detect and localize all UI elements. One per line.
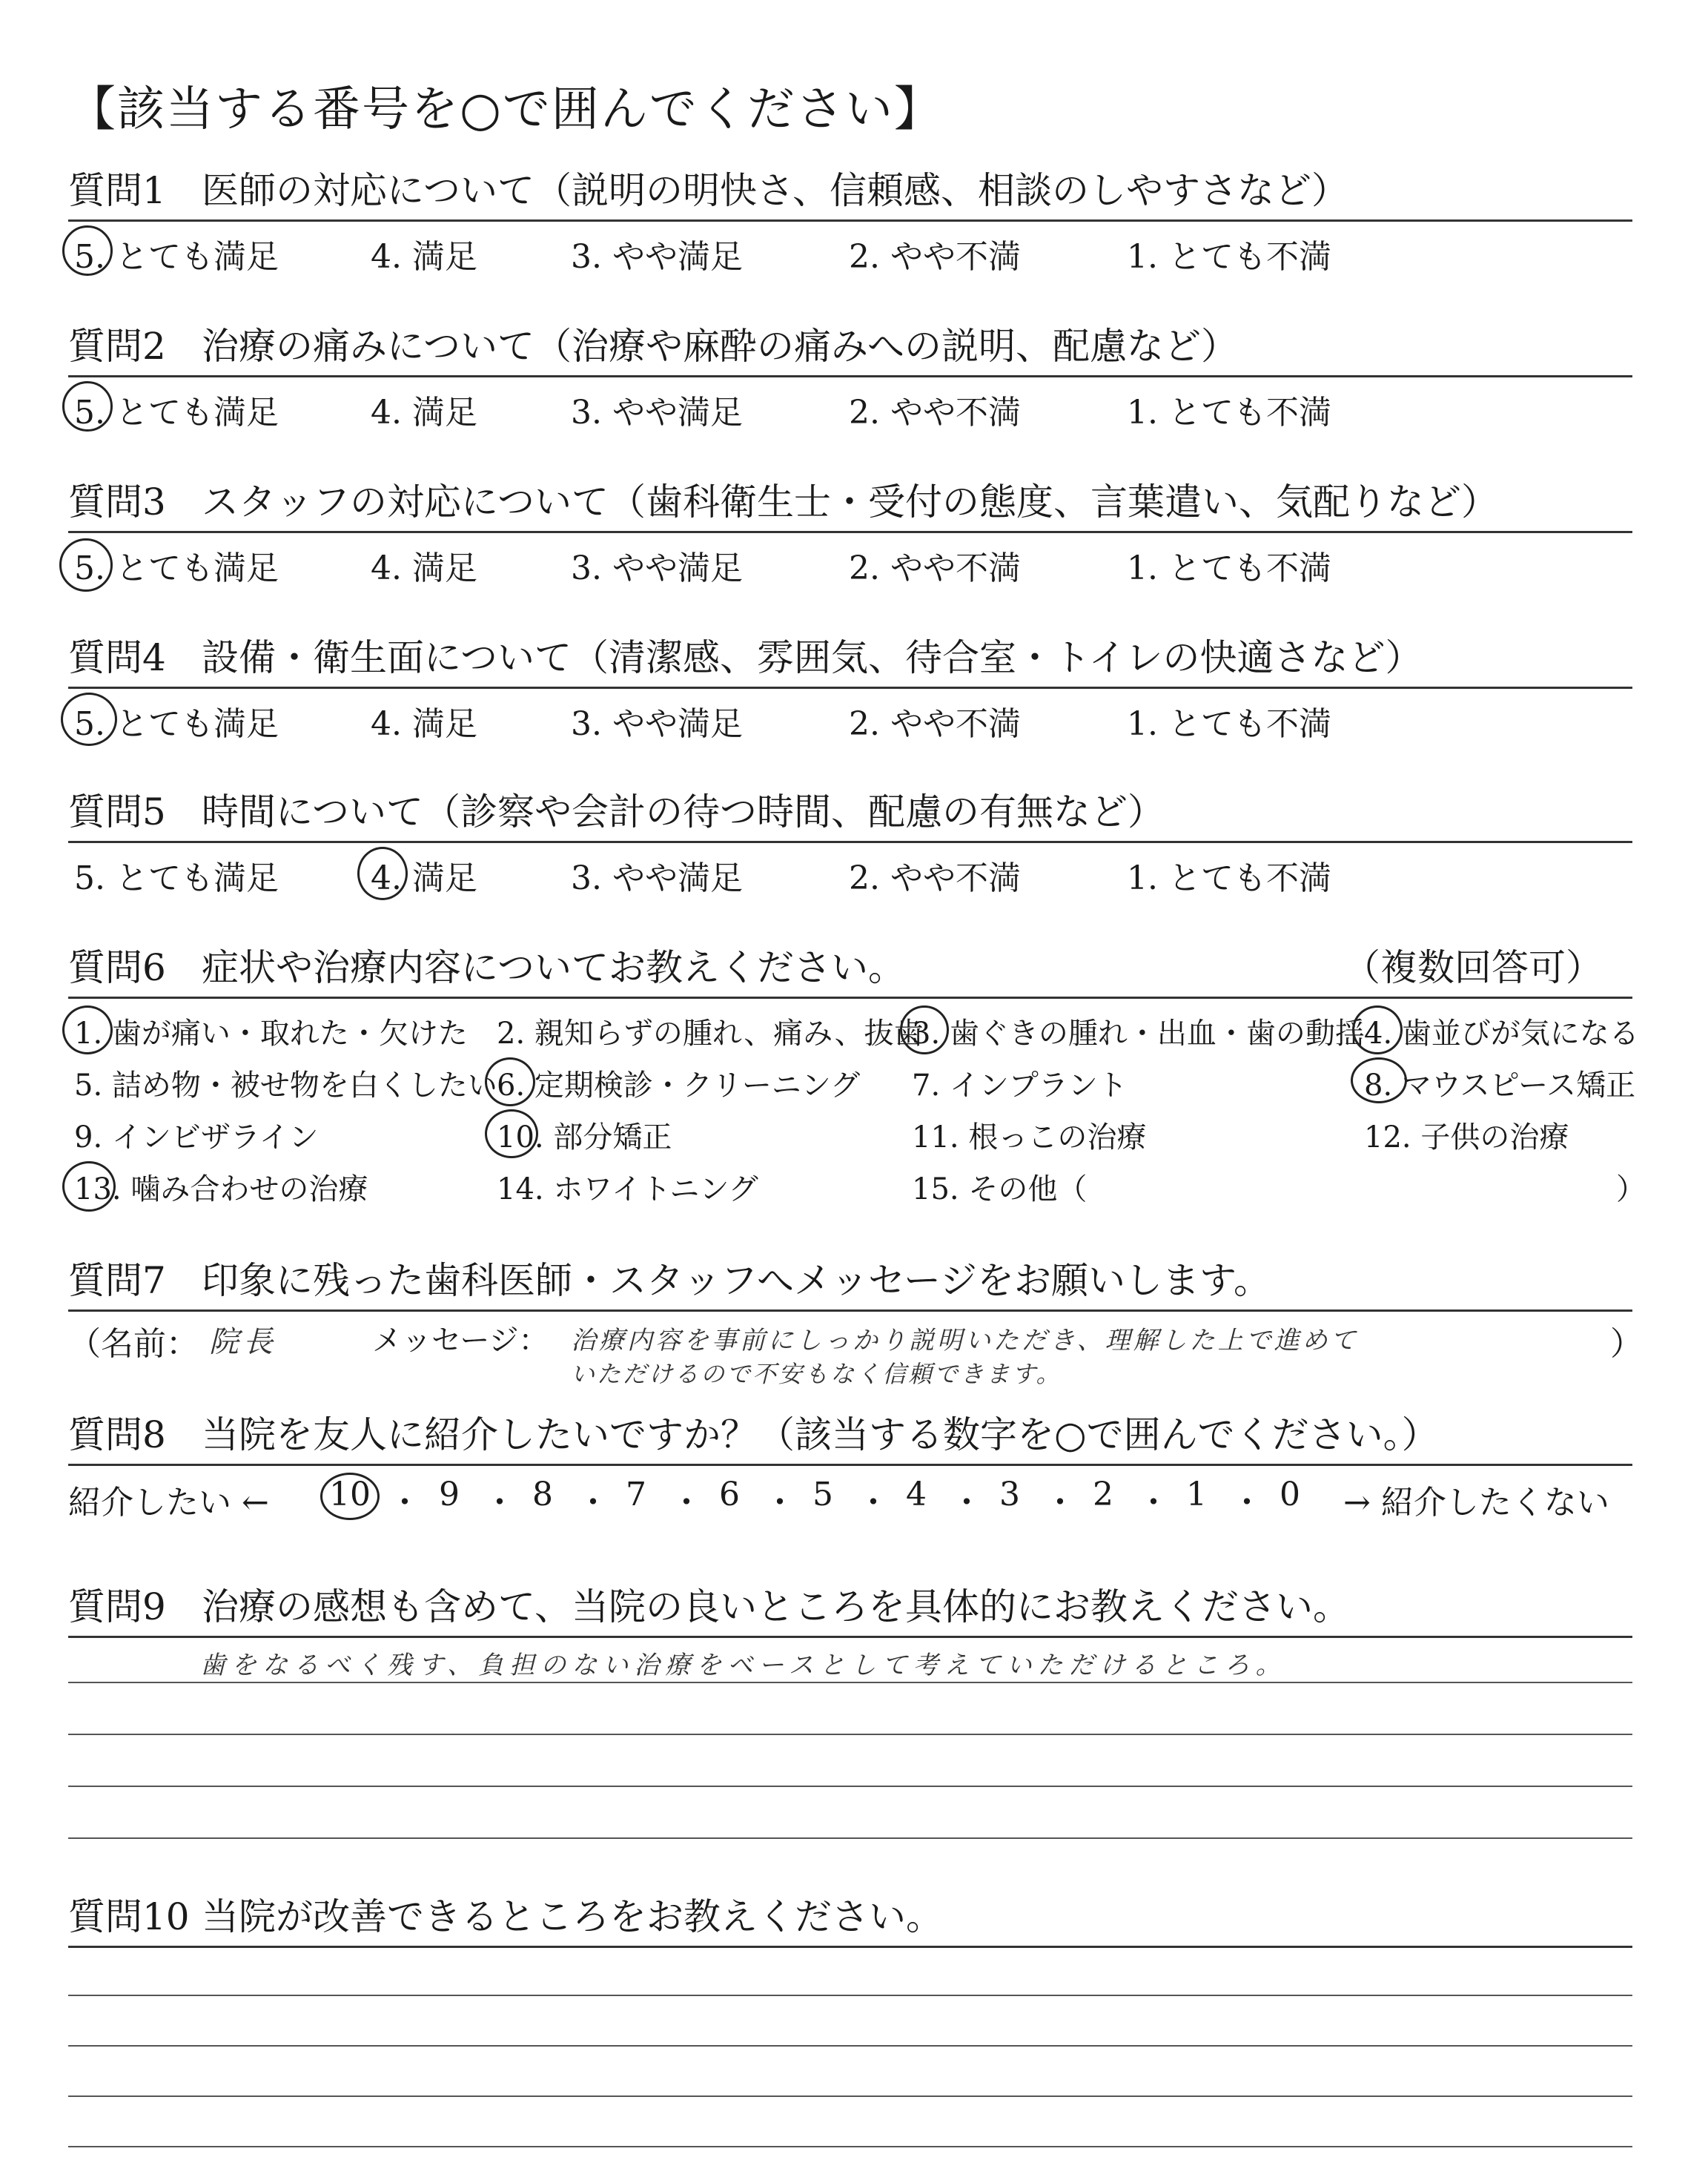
scale-3[interactable]: 3 xyxy=(999,1476,1020,1513)
question-text: 設備・衛生面について（清潔感、雰囲気、待合室・トイレの快適さなど） xyxy=(202,636,1423,679)
selection-circle xyxy=(61,693,117,746)
treatment-option-15[interactable]: 15. その他（ xyxy=(912,1172,1088,1206)
treatment-option-8[interactable]: 8. マウスピース矯正 xyxy=(1364,1069,1636,1103)
option-5[interactable]: 5. とても満足 xyxy=(74,394,279,432)
question-text: 治療の痛みについて（治療や麻酔の痛みへの説明、配慮など） xyxy=(202,325,1238,368)
answer-line xyxy=(68,1682,1632,1683)
question-number: 質問1 xyxy=(68,169,166,212)
option-4[interactable]: 4. 満足 xyxy=(371,705,477,743)
option-5[interactable]: 5. とても満足 xyxy=(74,705,279,743)
rating-options-q1 xyxy=(68,230,1632,274)
question-2 xyxy=(68,320,1632,372)
answer-line xyxy=(68,2095,1632,2097)
selection-circle xyxy=(900,1005,949,1054)
treatment-option-7[interactable]: 7. インプラント xyxy=(912,1069,1128,1103)
scale-5[interactable]: 5 xyxy=(812,1476,833,1513)
treatment-option-3[interactable]: 3. 歯ぐきの腫れ・出血・歯の動揺 xyxy=(912,1017,1365,1051)
option-5[interactable]: 5. とても満足 xyxy=(74,859,279,897)
option-1[interactable]: 1. とても不満 xyxy=(1127,238,1331,276)
option-2[interactable]: 2. やや不満 xyxy=(849,394,1021,432)
selection-circle xyxy=(485,1109,538,1158)
treatment-option-12[interactable]: 12. 子供の治療 xyxy=(1364,1120,1569,1155)
scale-dot: ・ xyxy=(1231,1484,1263,1522)
divider xyxy=(68,1636,1632,1638)
option-3[interactable]: 3. やや満足 xyxy=(571,705,743,743)
scale-dot: ・ xyxy=(1044,1484,1076,1522)
divider xyxy=(68,219,1632,222)
scale-6[interactable]: 6 xyxy=(719,1476,740,1513)
scale-dot: ・ xyxy=(764,1484,796,1522)
multiple-answer-note: （複数回答可） xyxy=(1343,946,1603,989)
rating-options-q3 xyxy=(68,541,1632,586)
question-number: 質問9 xyxy=(68,1585,166,1628)
message-label: メッセージ： xyxy=(372,1324,549,1358)
message-close-paren: ） xyxy=(1610,1325,1643,1363)
divider xyxy=(68,375,1632,377)
scale-8[interactable]: 8 xyxy=(532,1476,553,1513)
question-number: 質問8 xyxy=(68,1413,166,1456)
rating-options-q4 xyxy=(68,697,1632,742)
question-number: 質問4 xyxy=(68,636,166,679)
divider xyxy=(68,1946,1632,1948)
option-3[interactable]: 3. やや満足 xyxy=(571,859,743,897)
answer-line xyxy=(68,1837,1632,1839)
scale-9[interactable]: 9 xyxy=(439,1476,460,1513)
selection-circle xyxy=(357,847,408,900)
option-5[interactable]: 5. とても満足 xyxy=(74,238,279,276)
selection-circle xyxy=(485,1057,535,1106)
scale-dot: ・ xyxy=(483,1484,516,1522)
option-2[interactable]: 2. やや不満 xyxy=(849,238,1021,276)
answer-line xyxy=(68,2146,1632,2147)
scale-0[interactable]: 0 xyxy=(1280,1476,1300,1513)
name-value: 院長 xyxy=(209,1325,277,1359)
scale-dot: ・ xyxy=(577,1484,609,1522)
question-9 xyxy=(68,1581,1632,1633)
message-line-1: 治療内容を事前にしっかり説明いただき、理解した上で進めて xyxy=(571,1326,1359,1355)
selection-circle xyxy=(62,1005,113,1054)
rating-options-q2 xyxy=(68,386,1632,430)
answer-line xyxy=(68,1995,1632,1996)
option-1[interactable]: 1. とても不満 xyxy=(1127,394,1331,432)
question-1 xyxy=(68,165,1632,217)
option-1[interactable]: 1. とても不満 xyxy=(1127,549,1331,587)
selection-circle xyxy=(62,225,113,276)
treatment-option-14[interactable]: 14. ホワイトニング xyxy=(497,1172,758,1206)
scale-2[interactable]: 2 xyxy=(1093,1476,1113,1513)
scale-1[interactable]: 1 xyxy=(1186,1476,1207,1513)
question-6 xyxy=(68,942,1632,994)
selection-circle xyxy=(59,538,113,592)
treatment-option-4[interactable]: 4. 歯並びが気になる xyxy=(1364,1017,1639,1051)
question-text: 当院が改善できるところをお教えください。 xyxy=(202,1895,943,1938)
scale-4[interactable]: 4 xyxy=(906,1476,927,1513)
divider xyxy=(68,841,1632,843)
divider xyxy=(68,997,1632,999)
scale-dot: ・ xyxy=(1137,1484,1170,1522)
question-number: 質問10 xyxy=(68,1895,190,1938)
question-text: 症状や治療内容についてお教えください。 xyxy=(202,946,905,989)
answer-line xyxy=(68,1734,1632,1735)
selection-circle xyxy=(320,1473,380,1520)
recommend-right-label: → 紹介したくない xyxy=(1343,1484,1609,1522)
selection-circle xyxy=(62,381,113,432)
option-1[interactable]: 1. とても不満 xyxy=(1127,859,1331,897)
scale-7[interactable]: 7 xyxy=(626,1476,646,1513)
name-label: （名前： xyxy=(68,1325,199,1363)
scale-dot: ・ xyxy=(857,1484,890,1522)
message-line-2: いただけるので不安もなく信頼できます。 xyxy=(571,1360,1062,1388)
answer-line xyxy=(68,2045,1632,2047)
question-10 xyxy=(68,1891,1632,1943)
question-3 xyxy=(68,476,1632,528)
treatment-option-6[interactable]: 6. 定期検診・クリーニング xyxy=(497,1069,861,1103)
option-3[interactable]: 3. やや満足 xyxy=(571,394,743,432)
question-text: 当院を友人に紹介したいですか？（該当する数字を○で囲んでください。） xyxy=(202,1413,1439,1456)
treatment-option-10[interactable]: 10. 部分矯正 xyxy=(497,1120,672,1155)
scale-dot: ・ xyxy=(388,1484,421,1522)
option-1[interactable]: 1. とても不満 xyxy=(1127,705,1331,743)
question-text: 医師の対応について（説明の明快さ、信頼感、相談のしやすさなど） xyxy=(202,169,1348,212)
question-text: 治療の感想も含めて、当院の良いところを具体的にお教えください。 xyxy=(202,1585,1350,1628)
option-5[interactable]: 5. とても満足 xyxy=(74,549,279,587)
option-2[interactable]: 2. やや不満 xyxy=(849,705,1021,743)
question-4 xyxy=(68,632,1632,684)
divider xyxy=(68,1464,1632,1466)
question-number: 質問7 xyxy=(68,1259,166,1302)
rating-options-q5 xyxy=(68,851,1632,896)
question-number: 質問6 xyxy=(68,946,166,989)
treatment-option-2[interactable]: 2. 親知らずの腫れ、痛み、抜歯 xyxy=(497,1017,924,1051)
question-text: スタッフの対応について（歯科衛生士・受付の態度、言葉遣い、気配りなど） xyxy=(202,480,1498,524)
q9-answer: 歯をなるべく残す、負担のない治療をベースとして考えていただけるところ。 xyxy=(200,1651,1287,1680)
treatment-option-1[interactable]: 1. 歯が痛い・取れた・欠けた xyxy=(74,1017,468,1051)
treatment-option-13[interactable]: 13. 噛み合わせの治療 xyxy=(74,1172,368,1206)
selection-circle xyxy=(1352,1005,1403,1054)
treatment-option-11[interactable]: 11. 根っこの治療 xyxy=(912,1120,1147,1155)
option-4[interactable]: 4. 満足 xyxy=(371,394,477,432)
question-number: 質問5 xyxy=(68,790,166,833)
scale-10[interactable]: 10 xyxy=(329,1476,371,1513)
option-2[interactable]: 2. やや不満 xyxy=(849,859,1021,897)
other-close-paren: ） xyxy=(1616,1172,1646,1206)
question-text: 印象に残った歯科医師・スタッフへメッセージをお願いします。 xyxy=(202,1259,1271,1302)
option-4[interactable]: 4. 満足 xyxy=(371,859,477,897)
selection-circle xyxy=(62,1161,116,1212)
treatment-option-9[interactable]: 9. インビザライン xyxy=(74,1120,319,1155)
answer-line xyxy=(68,1786,1632,1787)
question-5 xyxy=(68,786,1632,838)
option-3[interactable]: 3. やや満足 xyxy=(571,549,743,587)
question-text: 時間について（診察や会計の待つ時間、配慮の有無など） xyxy=(202,790,1165,833)
scale-dot: ・ xyxy=(670,1484,703,1522)
page-heading: 【該当する番号を○で囲んでください】 xyxy=(68,82,943,137)
divider xyxy=(68,1309,1632,1312)
selection-circle xyxy=(1351,1057,1407,1103)
question-7 xyxy=(68,1255,1632,1307)
recommend-left-label: 紹介したい ← xyxy=(68,1484,269,1522)
option-4[interactable]: 4. 満足 xyxy=(371,549,477,587)
divider xyxy=(68,687,1632,689)
divider xyxy=(68,531,1632,533)
question-number: 質問2 xyxy=(68,325,166,368)
treatment-option-5[interactable]: 5. 詰め物・被せ物を白くしたい xyxy=(74,1069,497,1103)
question-8 xyxy=(68,1409,1632,1461)
option-3[interactable]: 3. やや満足 xyxy=(571,238,743,276)
option-4[interactable]: 4. 満足 xyxy=(371,238,477,276)
scale-dot: ・ xyxy=(950,1484,983,1522)
question-number: 質問3 xyxy=(68,480,166,524)
recommend-scale xyxy=(68,1476,1632,1520)
option-2[interactable]: 2. やや不満 xyxy=(849,549,1021,587)
